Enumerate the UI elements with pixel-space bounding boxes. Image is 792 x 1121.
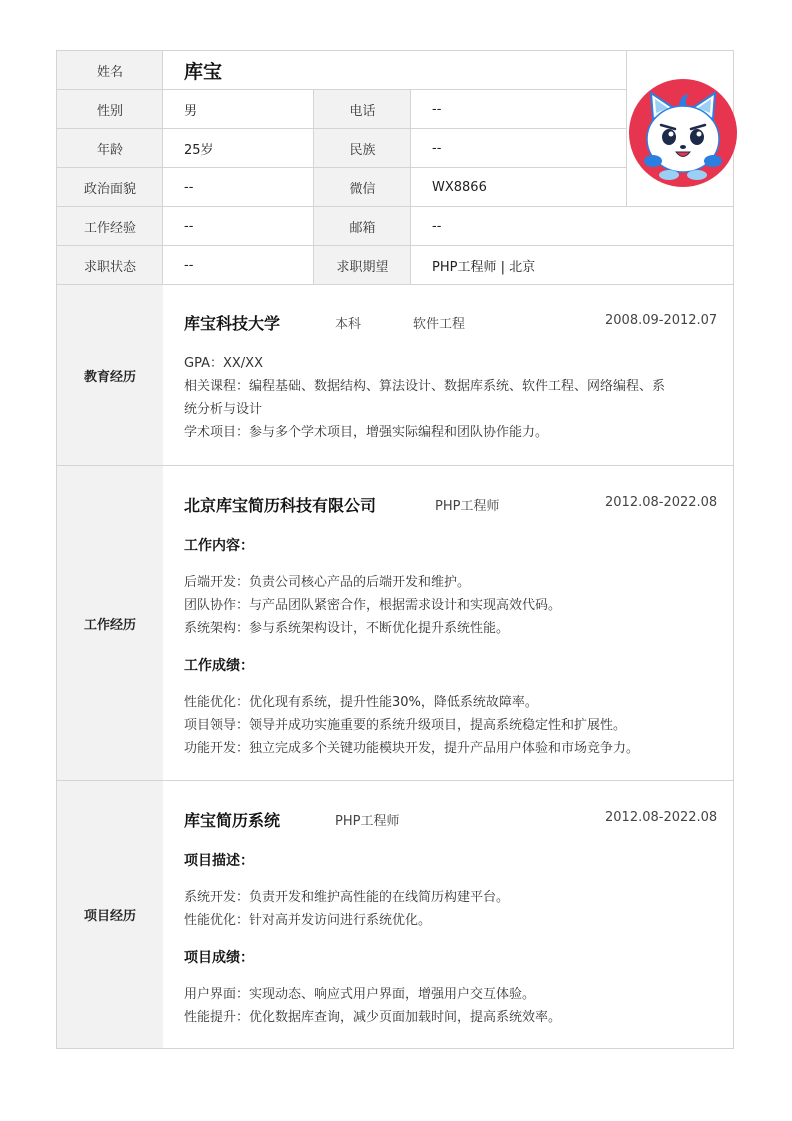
- work-date: 2012.08-2022.08: [605, 495, 718, 510]
- gender-label: 性别: [57, 90, 163, 129]
- education-major: 软件工程: [413, 317, 466, 332]
- name-value: 库宝: [184, 61, 223, 83]
- project-results-line: 性能提升：优化数据库查询，减少页面加载时间，提高系统效率。: [184, 1010, 562, 1025]
- project-role: PHP工程师: [335, 814, 400, 829]
- phone-label: 电话: [314, 90, 411, 129]
- name-label: 姓名: [57, 51, 163, 90]
- education-line: 学术项目：参与多个学术项目，增强实际编程和团队协作能力。: [184, 425, 549, 440]
- expectation-value: PHP工程师 | 北京: [432, 260, 536, 275]
- education-school: 库宝科技大学: [184, 314, 281, 333]
- ethnicity-label: 民族: [314, 129, 411, 168]
- avatar: [629, 79, 737, 187]
- education-line: 相关课程：编程基础、数据结构、算法设计、数据库系统、软件工程、网络编程、系: [184, 379, 666, 394]
- age-value: 25岁: [184, 143, 214, 158]
- work-results-line: 项目领导：领导并成功实施重要的系统升级项目，提高系统稳定性和扩展性。: [184, 718, 627, 733]
- gender-value: 男: [184, 104, 198, 119]
- work-results-line: 性能优化：优化现有系统，提升性能30%，降低系统故障率。: [184, 695, 538, 710]
- age-label: 年龄: [57, 129, 163, 168]
- work-content-line: 系统架构：参与系统架构设计，不断优化提升系统性能。: [184, 621, 510, 636]
- education-date: 2008.09-2012.07: [605, 313, 718, 328]
- grid-line: [57, 245, 733, 246]
- project-desc-title: 项目描述：: [184, 853, 254, 869]
- political-label: 政治面貌: [57, 168, 163, 207]
- expectation-label: 求职期望: [314, 246, 411, 285]
- email-value: --: [432, 219, 442, 234]
- grid-line: [626, 51, 627, 207]
- project-date: 2012.08-2022.08: [605, 810, 718, 825]
- project-desc-line: 性能优化：针对高并发访问进行系统优化。: [184, 913, 432, 928]
- work-results-title: 工作成绩：: [184, 658, 254, 674]
- project-results-title: 项目成绩：: [184, 950, 254, 966]
- grid-line: [410, 89, 411, 285]
- education-section-label: 教育经历: [57, 285, 163, 465]
- work-section-label: 工作经历: [57, 466, 163, 780]
- project-desc-line: 系统开发：负责开发和维护高性能的在线简历构建平台。: [184, 890, 510, 905]
- work-content-line: 后端开发：负责公司核心产品的后端开发和维护。: [184, 575, 471, 590]
- grid-line: [57, 206, 733, 207]
- experience-label: 工作经验: [57, 207, 163, 246]
- education-line: GPA：XX/XX: [184, 356, 263, 371]
- experience-value: --: [184, 219, 194, 234]
- jobstatus-value: --: [184, 258, 194, 273]
- grid-line: [313, 89, 314, 285]
- resume-sheet: [56, 50, 734, 1049]
- jobstatus-label: 求职状态: [57, 246, 163, 285]
- grid-line: [57, 167, 627, 168]
- work-company: 北京库宝简历科技有限公司: [184, 496, 377, 515]
- project-name: 库宝简历系统: [184, 811, 281, 830]
- grid-line: [57, 128, 627, 129]
- work-position: PHP工程师: [435, 499, 500, 514]
- email-label: 邮箱: [314, 207, 411, 246]
- project-section-label: 项目经历: [57, 781, 163, 1048]
- work-content-title: 工作内容：: [184, 538, 254, 554]
- education-line: 统分析与设计: [184, 402, 263, 417]
- project-results-line: 用户界面：实现动态、响应式用户界面，增强用户交互体验。: [184, 987, 536, 1002]
- work-content-line: 团队协作：与产品团队紧密合作，根据需求设计和实现高效代码。: [184, 598, 562, 613]
- ethnicity-value: --: [432, 141, 442, 156]
- grid-line: [57, 89, 627, 90]
- wechat-label: 微信: [314, 168, 411, 207]
- education-degree: 本科: [335, 317, 362, 332]
- phone-value: --: [432, 102, 442, 117]
- political-value: --: [184, 180, 194, 195]
- work-results-line: 功能开发：独立完成多个关键功能模块开发，提升产品用户体验和市场竞争力。: [184, 741, 640, 756]
- cat-mascot-avatar-icon: [629, 79, 737, 187]
- wechat-value: WX8866: [432, 180, 487, 195]
